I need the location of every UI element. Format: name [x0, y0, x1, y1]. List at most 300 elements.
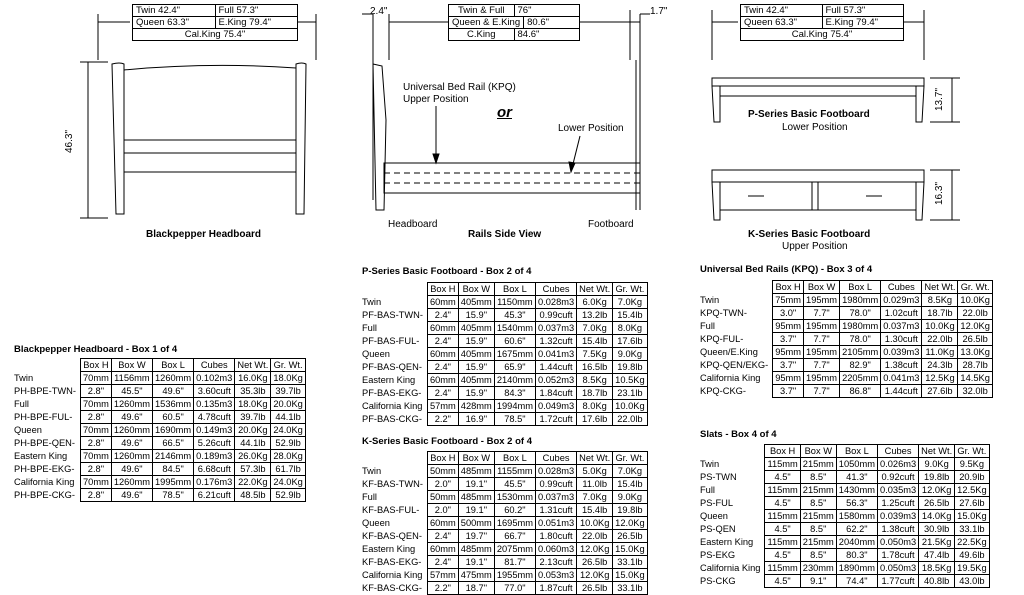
row-label: Twin: [14, 372, 34, 383]
table-cell: 15.4lb: [577, 504, 613, 517]
row-label: California King: [14, 476, 75, 487]
p-series-box-table: [360, 282, 648, 426]
table-cell: 6.0Kg: [577, 296, 613, 309]
table-cell: 0.060m3: [535, 543, 576, 556]
table-cell: 10.0Kg: [613, 400, 647, 413]
table-cell: 2.4": [427, 309, 458, 322]
table-row: [12, 424, 305, 437]
row-label: Twin: [362, 296, 382, 307]
column-header: Net Wt.: [235, 359, 271, 372]
column-header: Box L: [494, 452, 535, 465]
column-header: Box L: [840, 281, 881, 294]
row-label: PH-BPE-CKG-: [14, 489, 75, 500]
table-cell: 44.1lb: [235, 437, 271, 450]
table-cell: 19.1": [458, 504, 494, 517]
table-row: [360, 348, 647, 361]
table-cell: 7.0Kg: [613, 465, 647, 478]
table-cell: 0.037m3: [535, 322, 576, 335]
table-cell: 115mm: [765, 458, 800, 471]
table-cell: 15.0Kg: [955, 510, 989, 523]
table-cell: 1.02cuft: [881, 307, 922, 320]
table-cell: 8.5": [800, 523, 836, 536]
table-cell: 0.028m3: [535, 296, 576, 309]
table-cell: 26.0Kg: [235, 450, 271, 463]
dim-cell: E.King 79.4": [215, 17, 298, 28]
table-cell: 15.9": [458, 387, 494, 400]
column-header: Box W: [458, 452, 494, 465]
table-cell: 84.3": [494, 387, 535, 400]
row-label: Eastern King: [362, 374, 416, 385]
table-cell: 115mm: [765, 510, 800, 523]
table-cell: 56.3": [836, 497, 877, 510]
table-cell: 27.6lb: [922, 385, 958, 398]
table-cell: 15.4lb: [613, 309, 647, 322]
table-cell: 7.0Kg: [613, 296, 647, 309]
table-cell: 115mm: [765, 562, 800, 575]
table-cell: 1536mm: [153, 398, 194, 411]
table-row: [698, 497, 989, 510]
dim-cell: E.King 79.4": [822, 17, 904, 28]
table-cell: 15.4lb: [577, 335, 613, 348]
table-cell: 7.0Kg: [577, 491, 613, 504]
table-cell: 32.0lb: [958, 385, 992, 398]
table-cell: 49.6lb: [955, 549, 989, 562]
column-header: Gr. Wt.: [613, 452, 647, 465]
column-header: Net Wt.: [922, 281, 958, 294]
table-row: [698, 320, 992, 333]
table-cell: 0.052m3: [535, 374, 576, 387]
table-cell: 18.5Kg: [919, 562, 955, 575]
row-label: Full: [362, 322, 377, 333]
table-cell: 2.4": [427, 335, 458, 348]
row-label: Queen: [14, 424, 42, 435]
table-cell: 0.050m3: [877, 562, 918, 575]
column-header: Cubes: [535, 283, 576, 296]
table-cell: 195mm: [804, 372, 840, 385]
table-cell: 60mm: [427, 296, 458, 309]
header-blank: [12, 359, 80, 372]
table-cell: 0.99cuft: [535, 478, 576, 491]
dim-cell: Twin & Full: [458, 5, 505, 16]
column-header: Box L: [153, 359, 194, 372]
row-label: KF-BAS-QEN-: [362, 530, 422, 541]
table-cell: 1260mm: [111, 424, 152, 437]
table-cell: 3.7": [773, 359, 804, 372]
table-cell: 8.0Kg: [613, 322, 647, 335]
table-cell: 80.3": [836, 549, 877, 562]
table-cell: 65.9": [494, 361, 535, 374]
row-label: Full: [14, 398, 29, 409]
table-cell: 10.0Kg: [922, 320, 958, 333]
table-cell: 3.7": [773, 385, 804, 398]
table-cell: 1.77cuft: [877, 575, 918, 588]
table-cell: 215mm: [800, 510, 836, 523]
table-cell: 10.5Kg: [613, 374, 647, 387]
table-cell: 50mm: [427, 491, 458, 504]
table-row: [360, 309, 647, 322]
table-cell: 17.6lb: [613, 335, 647, 348]
table-cell: 49.6": [111, 411, 152, 424]
table-cell: 22.0lb: [613, 413, 647, 426]
column-header: Box L: [836, 445, 877, 458]
table-cell: 9.0Kg: [919, 458, 955, 471]
row-label: PF-BAS-EKG-: [362, 387, 422, 398]
table-cell: 4.5": [765, 497, 800, 510]
row-label: California King: [700, 562, 761, 573]
headboard-caption: Blackpepper Headboard: [146, 229, 262, 240]
table-cell: 2.8": [80, 463, 111, 476]
table-cell: 1.84cuft: [535, 387, 576, 400]
table-cell: 1.87cuft: [535, 582, 576, 595]
row-label: PH-BPE-EKG-: [14, 463, 75, 474]
table-cell: 15.0Kg: [613, 543, 647, 556]
table-cell: 2.4": [427, 530, 458, 543]
table-cell: 52.9lb: [271, 437, 305, 450]
table-cell: 47.4lb: [919, 549, 955, 562]
table-cell: 2075mm: [494, 543, 535, 556]
table-cell: 2.8": [80, 385, 111, 398]
table-cell: 0.135m3: [194, 398, 235, 411]
table-cell: 405mm: [458, 296, 494, 309]
table-row: [360, 465, 647, 478]
table-cell: 1994mm: [494, 400, 535, 413]
table-cell: 4.5": [765, 575, 800, 588]
table-cell: 1.80cuft: [535, 530, 576, 543]
column-header: Net Wt.: [919, 445, 955, 458]
table-cell: 70mm: [80, 450, 111, 463]
table-cell: 41.3": [836, 471, 877, 484]
column-header: Box H: [427, 283, 458, 296]
table-cell: 60.6": [494, 335, 535, 348]
row-label: PH-BPE-FUL-: [14, 411, 73, 422]
row-label: California King: [362, 569, 423, 580]
table-cell: 7.5Kg: [577, 348, 613, 361]
table-row: [360, 296, 647, 309]
row-label: KF-BAS-EKG-: [362, 556, 422, 567]
table-cell: 7.7": [804, 307, 840, 320]
table-cell: 8.5": [800, 497, 836, 510]
table-cell: 24.3lb: [922, 359, 958, 372]
footboard-label: Footboard: [588, 219, 634, 230]
table-cell: 60mm: [427, 543, 458, 556]
table-cell: 9.1": [800, 575, 836, 588]
table-cell: 115mm: [765, 536, 800, 549]
table-row: [360, 543, 647, 556]
table-cell: 7.0Kg: [577, 322, 613, 335]
header-blank: [360, 283, 427, 296]
table-cell: 195mm: [804, 346, 840, 359]
table-cell: 1995mm: [153, 476, 194, 489]
table-cell: 66.7": [494, 530, 535, 543]
dim-cell: Twin 42.4": [744, 5, 789, 16]
table-cell: 0.149m3: [194, 424, 235, 437]
table-cell: 75mm: [773, 294, 804, 307]
headboard-height-label: 46.3": [64, 129, 76, 154]
row-label: Eastern King: [362, 543, 416, 554]
table-cell: 500mm: [458, 517, 494, 530]
table-cell: 1260mm: [153, 372, 194, 385]
table-cell: 215mm: [800, 536, 836, 549]
table-cell: 60mm: [427, 322, 458, 335]
table-row: [360, 491, 647, 504]
table-cell: 22.0Kg: [235, 476, 271, 489]
table-cell: 57mm: [427, 569, 458, 582]
table-cell: 2.13cuft: [535, 556, 576, 569]
table-cell: 10.0Kg: [577, 517, 613, 530]
table-cell: 405mm: [458, 322, 494, 335]
table-cell: 82.9": [840, 359, 881, 372]
table-cell: 485mm: [458, 491, 494, 504]
table-cell: 428mm: [458, 400, 494, 413]
p-series-subcaption: Lower Position: [782, 122, 848, 133]
rails-table-title: Universal Bed Rails (KPQ) - Box 3 of 4: [700, 264, 873, 275]
rail-left-gap: 2.4": [370, 6, 388, 17]
k-series-subcaption: Upper Position: [782, 241, 848, 252]
table-cell: 19.7": [458, 530, 494, 543]
row-label: Queen: [700, 510, 728, 521]
table-cell: 49.6": [111, 489, 152, 502]
table-cell: 215mm: [800, 484, 836, 497]
table-cell: 26.5lb: [958, 333, 992, 346]
table-cell: 2140mm: [494, 374, 535, 387]
table-cell: 485mm: [458, 465, 494, 478]
table-cell: 115mm: [765, 484, 800, 497]
table-cell: 2.2": [427, 413, 458, 426]
table-cell: 16.5lb: [577, 361, 613, 374]
row-label: PF-BAS-FUL-: [362, 335, 420, 346]
row-label: California King: [700, 372, 761, 383]
table-cell: 17.6lb: [577, 413, 613, 426]
dim-cell: Queen 63.3": [136, 17, 190, 28]
row-label: California King: [362, 400, 423, 411]
table-cell: 1890mm: [836, 562, 877, 575]
column-header: Gr. Wt.: [955, 445, 989, 458]
column-header: Gr. Wt.: [271, 359, 305, 372]
table-row: [698, 333, 992, 346]
table-cell: 8.5Kg: [577, 374, 613, 387]
upper-position-label-2: Upper Position: [403, 94, 469, 105]
table-cell: 49.6": [111, 463, 152, 476]
table-cell: 6.21cuft: [194, 489, 235, 502]
table-cell: 1.72cuft: [535, 413, 576, 426]
table-cell: 27.6lb: [955, 497, 989, 510]
table-cell: 18.0Kg: [235, 398, 271, 411]
row-label: Queen: [362, 348, 390, 359]
table-cell: 2040mm: [836, 536, 877, 549]
table-cell: 13.0Kg: [958, 346, 992, 359]
table-cell: 230mm: [800, 562, 836, 575]
table-cell: 35.3lb: [235, 385, 271, 398]
table-cell: 39.7lb: [271, 385, 305, 398]
table-row: [360, 478, 647, 491]
table-cell: 1.30cuft: [881, 333, 922, 346]
column-header: Box H: [765, 445, 800, 458]
headboard-label: Headboard: [388, 219, 438, 230]
table-row: [698, 294, 992, 307]
column-header: Box W: [111, 359, 152, 372]
table-row: [698, 346, 992, 359]
header-blank: [698, 445, 765, 458]
table-cell: 2.0": [427, 504, 458, 517]
table-cell: 70mm: [80, 424, 111, 437]
table-row: [360, 361, 647, 374]
table-cell: 8.0Kg: [577, 400, 613, 413]
table-cell: 2.4": [427, 556, 458, 569]
row-label: Full: [700, 320, 715, 331]
row-label: Full: [362, 491, 377, 502]
table-row: [12, 463, 305, 476]
column-header: Box W: [800, 445, 836, 458]
table-cell: 49.6": [153, 385, 194, 398]
table-row: [360, 530, 647, 543]
table-cell: 18.0Kg: [271, 372, 305, 385]
table-cell: 20.0Kg: [235, 424, 271, 437]
table-cell: 13.2lb: [577, 309, 613, 322]
table-cell: 18.7lb: [577, 387, 613, 400]
table-row: [698, 484, 989, 497]
table-cell: 12.5Kg: [922, 372, 958, 385]
table-cell: 78.0": [840, 333, 881, 346]
table-cell: 60.2": [494, 504, 535, 517]
table-cell: 475mm: [458, 569, 494, 582]
table-row: [698, 307, 992, 320]
table-cell: 60mm: [427, 374, 458, 387]
column-header: Cubes: [194, 359, 235, 372]
table-cell: 7.7": [804, 359, 840, 372]
table-cell: 0.92cuft: [877, 471, 918, 484]
table-cell: 22.0lb: [958, 307, 992, 320]
table-cell: 23.1lb: [613, 387, 647, 400]
table-cell: 30.9lb: [919, 523, 955, 536]
table-cell: 22.0lb: [922, 333, 958, 346]
column-header: Box H: [80, 359, 111, 372]
table-cell: 70mm: [80, 476, 111, 489]
table-row: [360, 556, 647, 569]
table-cell: 74.4": [836, 575, 877, 588]
table-cell: 45.5": [111, 385, 152, 398]
table-cell: 0.050m3: [877, 536, 918, 549]
table-cell: 15.9": [458, 361, 494, 374]
table-cell: 50mm: [427, 465, 458, 478]
row-label: Twin: [700, 294, 720, 305]
table-cell: 2.0": [427, 478, 458, 491]
table-cell: 57mm: [427, 400, 458, 413]
table-cell: 2.8": [80, 489, 111, 502]
table-cell: 215mm: [800, 458, 836, 471]
table-row: [360, 322, 647, 335]
table-cell: 5.0Kg: [577, 465, 613, 478]
table-cell: 5.26cuft: [194, 437, 235, 450]
table-cell: 26.5lb: [919, 497, 955, 510]
dim-cell: 76": [514, 5, 580, 16]
table-cell: 19.8lb: [613, 361, 647, 374]
table-cell: 485mm: [458, 543, 494, 556]
table-cell: 78.5": [494, 413, 535, 426]
table-cell: 1.78cuft: [877, 549, 918, 562]
row-label: KF-BAS-FUL-: [362, 504, 420, 515]
header-blank: [698, 281, 773, 294]
p-series-height-label: 13.7": [934, 87, 946, 112]
table-cell: 1260mm: [111, 476, 152, 489]
table-header-row: [360, 283, 647, 296]
column-header: Box W: [804, 281, 840, 294]
table-cell: 78.0": [840, 307, 881, 320]
table-cell: 19.8lb: [919, 471, 955, 484]
table-row: [698, 359, 992, 372]
table-cell: 0.041m3: [535, 348, 576, 361]
rails-dimension-table: [448, 4, 580, 41]
table-cell: 28.0Kg: [271, 450, 305, 463]
p-series-table-title: P-Series Basic Footboard - Box 2 of 4: [362, 266, 532, 277]
table-cell: 1260mm: [111, 398, 152, 411]
k-series-table-title: K-Series Basic Footboard - Box 2 of 4: [362, 436, 532, 447]
row-label: Twin: [700, 458, 720, 469]
row-label: Queen/E.King: [700, 346, 758, 357]
table-cell: 12.0Kg: [577, 569, 613, 582]
table-cell: 1675mm: [494, 348, 535, 361]
table-row: [698, 471, 989, 484]
table-cell: 195mm: [804, 294, 840, 307]
table-cell: 405mm: [458, 374, 494, 387]
k-series-height-label: 16.3": [934, 181, 946, 206]
row-label: Queen: [362, 517, 390, 528]
row-label: PH-BPE-QEN-: [14, 437, 75, 448]
table-cell: 84.5": [153, 463, 194, 476]
column-header: Box H: [773, 281, 804, 294]
rail-right-gap: 1.7": [650, 6, 668, 17]
table-cell: 0.189m3: [194, 450, 235, 463]
table-cell: 77.0": [494, 582, 535, 595]
table-cell: 19.1": [458, 556, 494, 569]
table-cell: 0.176m3: [194, 476, 235, 489]
table-cell: 62.2": [836, 523, 877, 536]
dim-cell: Full 57.3": [822, 5, 904, 16]
column-header: Cubes: [535, 452, 576, 465]
dim-cell: Cal.King 75.4": [184, 29, 246, 40]
table-cell: 86.8": [840, 385, 881, 398]
table-cell: 2.8": [80, 437, 111, 450]
slats-box-table: [698, 444, 990, 588]
column-header: Net Wt.: [577, 283, 613, 296]
table-cell: 19.5Kg: [955, 562, 989, 575]
table-cell: 0.026m3: [877, 458, 918, 471]
table-cell: 24.0Kg: [271, 424, 305, 437]
row-label: PF-BAS-CKG-: [362, 413, 422, 424]
table-cell: 7.7": [804, 385, 840, 398]
table-row: [12, 476, 305, 489]
dim-cell: Full 57.3": [215, 5, 298, 16]
table-cell: 12.0Kg: [958, 320, 992, 333]
headboard-box-table: [12, 358, 306, 502]
table-cell: 0.039m3: [881, 346, 922, 359]
table-cell: 0.102m3: [194, 372, 235, 385]
row-label: Eastern King: [14, 450, 68, 461]
table-cell: 12.0Kg: [613, 517, 647, 530]
table-row: [360, 335, 647, 348]
k-series-box-table: [360, 451, 648, 595]
row-label: PS-CKG: [700, 575, 736, 586]
table-cell: 57.3lb: [235, 463, 271, 476]
table-cell: 20.0Kg: [271, 398, 305, 411]
table-row: [360, 413, 647, 426]
footboard-dimension-table: [740, 4, 904, 41]
row-label: PS-QEN: [700, 523, 736, 534]
table-cell: 60.5": [153, 411, 194, 424]
or-label: or: [497, 104, 512, 121]
table-row: [698, 562, 989, 575]
table-row: [698, 536, 989, 549]
column-header: Box L: [494, 283, 535, 296]
